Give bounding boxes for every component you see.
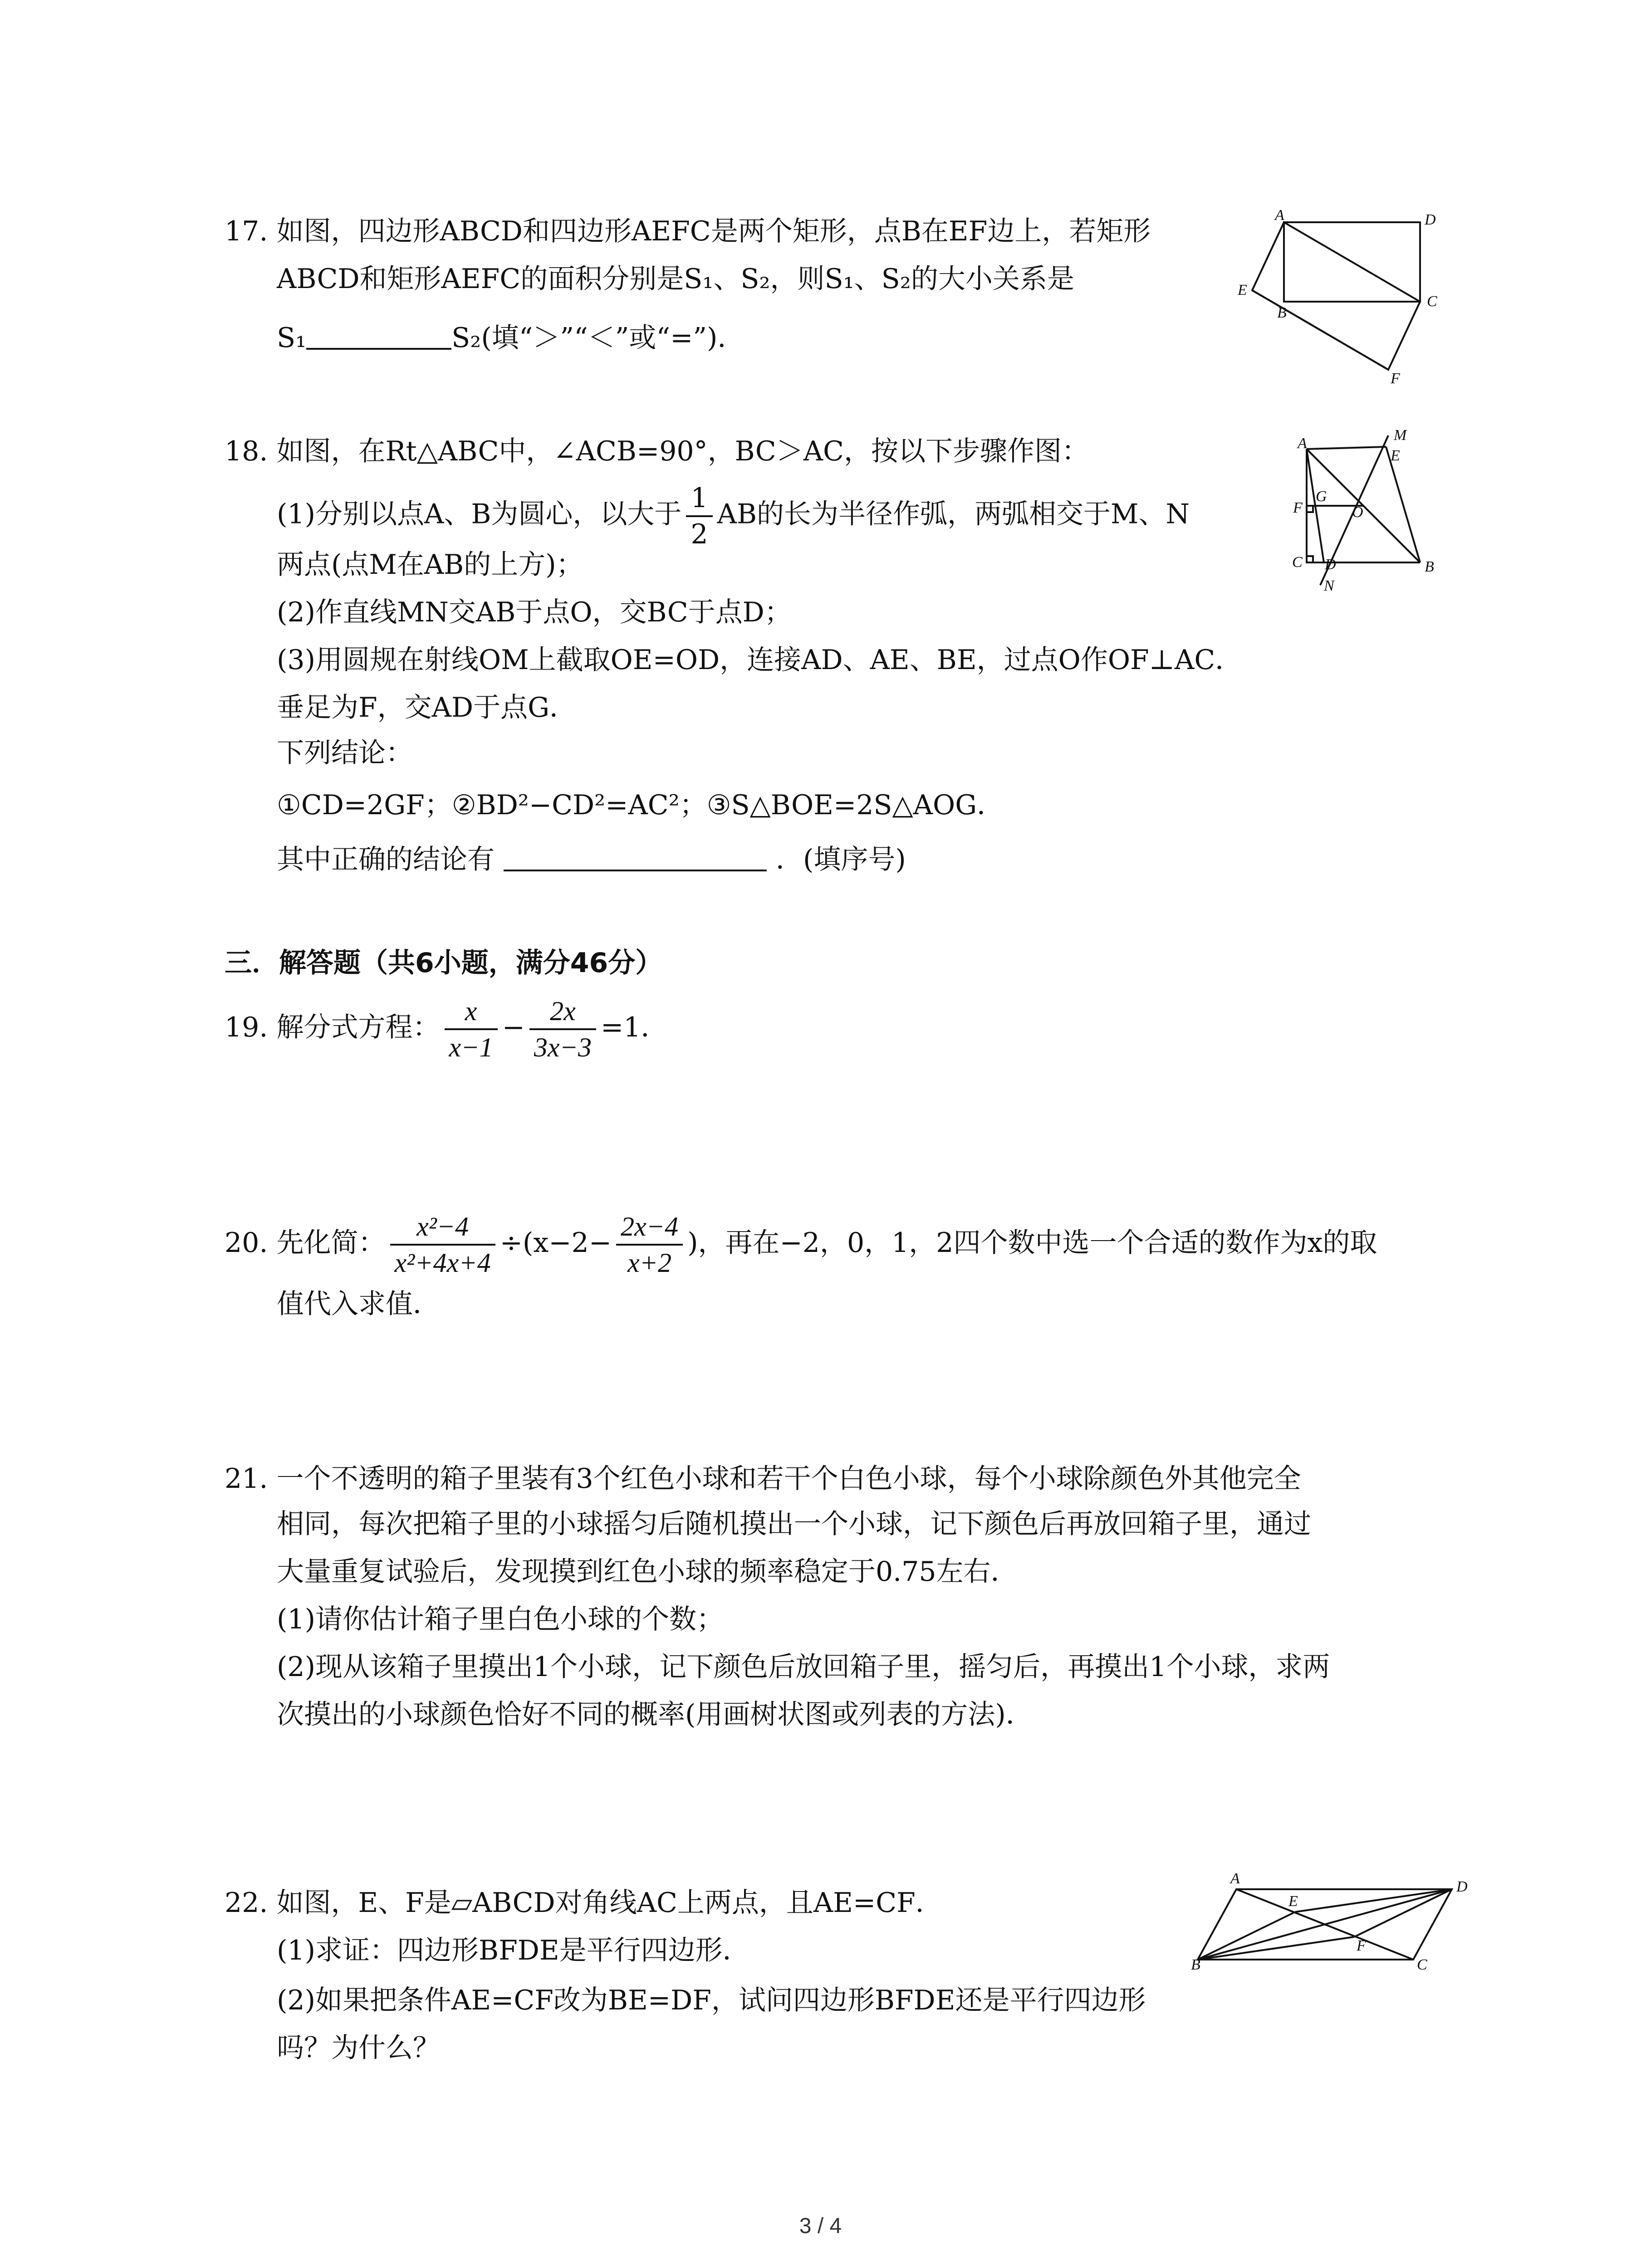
q22-label-E: E [1288, 1893, 1298, 1910]
q21-line2: 相同，每次把箱子里的小球摇匀后随机摸出一个小球，记下颜色后再放回箱子里，通过 [277, 1508, 1311, 1540]
q18-label-A: A [1298, 435, 1307, 452]
q17-answer-blank[interactable] [306, 319, 451, 350]
q21-line1: 21. 一个不透明的箱子里装有3个红色小球和若干个白色小球，每个小球除颜色外其他完全 [225, 1463, 1301, 1495]
q19-f2-den: 3x−3 [534, 1032, 592, 1063]
q22-line4: 吗？为什么？ [277, 2032, 440, 2064]
page-number: 3 / 4 [799, 2214, 842, 2238]
q20-fraction-2 [616, 1209, 683, 1280]
q19-post: =1． [601, 1012, 668, 1043]
q18-line9 [277, 839, 906, 880]
q20-fraction-1 [390, 1209, 495, 1280]
q17-line3 [277, 318, 745, 358]
q18-line8: ①CD=2GF；②BD²−CD²=AC²；③S△BOE=2S△AOG． [277, 789, 1004, 821]
q22-label-A: A [1230, 1870, 1240, 1887]
q18-label-M: M [1394, 427, 1407, 444]
q22-line3: (2)如果把条件AE=CF改为BE=DF，试问四边形BFDE还是平行四边形 [277, 1984, 1146, 2016]
q17-label-B: B [1277, 304, 1287, 321]
q20-expression [225, 1204, 1377, 1281]
q20-mid: ÷(x−2− [500, 1227, 612, 1259]
q19-f1-num: x [445, 994, 498, 1030]
q18-label-C: C [1292, 554, 1303, 571]
q19-fraction-1 [445, 994, 498, 1065]
q18-line2-post: AB的长为半径作弧，两弧相交于M、N [717, 498, 1190, 530]
q21-line3: 大量重复试验后，发现摸到红色小球的频率稳定于0.75左右． [277, 1556, 1018, 1588]
q19-minus: − [502, 1012, 525, 1043]
q17-s1: S₁ [277, 322, 307, 354]
q18-line6: 垂足为F，交AD于点G． [277, 692, 577, 723]
q21-line4: (1)请你估计箱子里白色小球的个数； [277, 1603, 724, 1635]
q18-line4: (2)作直线MN交AB于点O，交BC于点D； [277, 596, 792, 628]
section-3-heading: 三．解答题（共6小题，满分46分） [225, 947, 663, 979]
q19-pre: 19. 解分式方程： [225, 1012, 440, 1043]
q20-f1-num: x²−4 [390, 1209, 495, 1246]
q22-label-C: C [1417, 1956, 1427, 1973]
q18-line9-post: ．(填序号) [776, 844, 906, 875]
q17-line1: 17. 如图，四边形ABCD和四边形AEFC是两个矩形，点B在EF边上，若矩形 [225, 215, 1151, 247]
q18-line9-pre: 其中正确的结论有 [277, 844, 495, 875]
q18-answer-blank[interactable] [504, 841, 767, 871]
q18-label-E: E [1391, 447, 1400, 464]
q21-line5: (2)现从该箱子里摸出1个小球，记下颜色后放回箱子里，摇匀后，再摸出1个小球，求两 [277, 1651, 1330, 1683]
q20-line2: 值代入求值． [277, 1288, 440, 1320]
q17-label-A: A [1275, 207, 1284, 224]
q17-line3-post: S₂(填“＞”“＜”或“=”)． [451, 322, 745, 354]
q18-line3: 两点(点M在AB的上方)； [277, 549, 583, 581]
q18-line5: (3)用圆规在射线OM上截取OE=OD，连接AD、AE、BE，过点O作OF⊥AC． [277, 644, 1243, 676]
q18-label-F: F [1293, 499, 1303, 516]
q18-line7: 下列结论： [277, 737, 413, 769]
q20-f1-den: x²+4x+4 [394, 1248, 491, 1278]
q19-fraction-2 [529, 994, 596, 1065]
q22-label-F: F [1357, 1937, 1366, 1954]
q22-parallelogram-figure [1193, 1869, 1484, 1973]
q20-f2-num: 2x−4 [616, 1209, 683, 1246]
q22-label-D: D [1456, 1878, 1468, 1895]
q20-f2-den: x+2 [627, 1248, 672, 1278]
q20-post: )，再在−2，0，1，2四个数中选一个合适的数作为x的取 [687, 1227, 1377, 1259]
q18-frac-den: 2 [691, 518, 708, 550]
q22-label-B: B [1191, 1956, 1200, 1973]
q18-frac-num: 1 [686, 481, 712, 517]
q18-line2-pre: (1)分别以点A、B为圆心，以大于 [277, 498, 682, 530]
q18-label-D: D [1325, 556, 1336, 573]
q21-line6: 次摸出的小球颜色恰好不同的概率(用画树状图或列表的方法)． [277, 1699, 1033, 1730]
q18-label-G: G [1316, 488, 1327, 505]
q17-label-E: E [1238, 282, 1247, 298]
q18-construction-figure [1270, 426, 1452, 594]
q17-label-C: C [1427, 293, 1437, 310]
q19-f1-den: x−1 [449, 1032, 493, 1063]
q17-line2: ABCD和矩形AEFC的面积分别是S₁、S₂，则S₁、S₂的大小关系是 [277, 263, 1074, 295]
q18-label-O: O [1352, 504, 1363, 521]
q17-label-F: F [1391, 370, 1400, 387]
q18-line1: 18. 如图，在Rt△ABC中，∠ACB=90°，BC＞AC，按以下步骤作图： [225, 435, 1089, 467]
q18-line2 [277, 481, 1190, 552]
q22-line1: 22. 如图，E、F是▱ABCD对角线AC上两点，且AE=CF． [225, 1887, 943, 1919]
q19-equation [225, 989, 668, 1066]
q22-line2: (1)求证：四边形BFDE是平行四边形． [277, 1935, 750, 1966]
q18-half-fraction [686, 481, 712, 552]
q17-rectangles-figure [1234, 204, 1461, 386]
q18-label-N: N [1324, 577, 1334, 594]
q20-pre: 20. 先化简： [225, 1227, 386, 1259]
q17-label-D: D [1425, 211, 1436, 228]
q19-f2-num: 2x [529, 994, 596, 1030]
q18-label-B: B [1425, 558, 1434, 575]
